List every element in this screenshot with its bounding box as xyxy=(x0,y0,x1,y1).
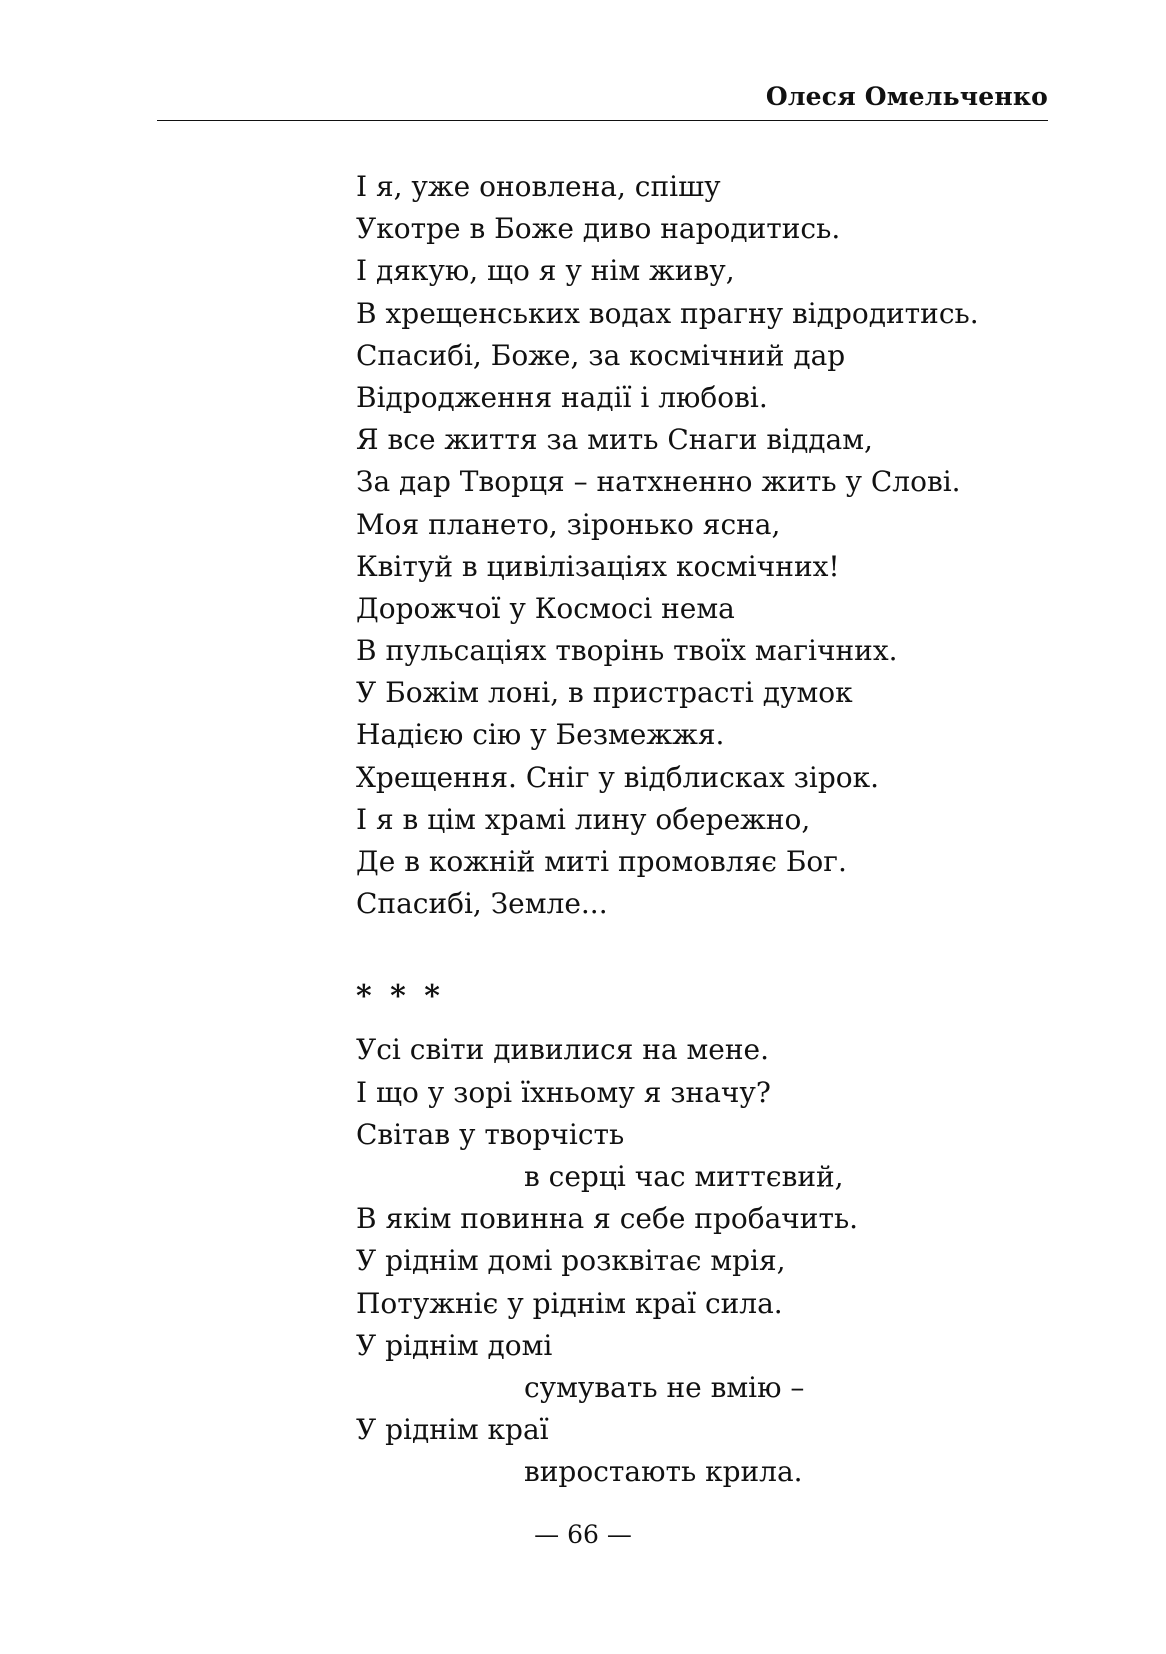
poem-line: У ріднім краї xyxy=(356,1413,549,1447)
poem-line: Дорожчої у Космосі нема xyxy=(356,591,735,625)
poem-line-indented: сумувать не вмію – xyxy=(524,1370,805,1404)
running-head-author: Олеся Омельченко xyxy=(765,82,1048,111)
poem-line: В якім повинна я себе пробачить. xyxy=(356,1202,859,1236)
poem-line: Світав у творчість xyxy=(356,1117,625,1151)
poem-line: Я все життя за мить Снаги віддам, xyxy=(356,423,873,457)
poem-line: Укотре в Боже диво народитись. xyxy=(356,212,841,246)
poem-line: Хрещення. Сніг у відблисках зірок. xyxy=(356,760,880,794)
poem-line: Відродження надії і любові. xyxy=(356,380,768,414)
poem-line-indented: виростають крила. xyxy=(524,1455,803,1489)
poem-line: За дар Творця – натхненно жить у Слові. xyxy=(356,465,961,499)
stanza-spacer xyxy=(356,925,1056,965)
poem-line: У Божім лоні, в пристрасті думок xyxy=(356,676,853,710)
section-separator-stars: * * * xyxy=(356,979,444,1015)
poem-line: І що у зорі їхньому я значу? xyxy=(356,1075,771,1109)
poem-line: Потужніє у ріднім краї сила. xyxy=(356,1286,783,1320)
poem-line: Надією сію у Безмежжя. xyxy=(356,718,725,752)
poem-line: І дякую, що я у нім живу, xyxy=(356,254,735,288)
page-number: — 66 — xyxy=(534,1520,632,1549)
poem-line: Усі світи дивилися на мене. xyxy=(356,1033,769,1067)
poem-line: І я в цім храмі лину обережно, xyxy=(356,802,811,836)
poem-line: Спасибі, Земле... xyxy=(356,887,608,921)
poem-line-indented: в серці час миттєвий, xyxy=(524,1159,844,1193)
poem-line: Квітуй в цивілізаціях космічних! xyxy=(356,549,840,583)
poem-two xyxy=(356,1029,1056,1493)
poem-line: В хрещенських водах прагну відродитись. xyxy=(356,296,979,330)
poem-line: Моя плането, зіронько ясна, xyxy=(356,507,781,541)
page-body xyxy=(356,166,1056,1493)
poem-line: І я, уже оновлена, спішу xyxy=(356,170,721,203)
poem-line: Де в кожній миті промовляє Бог. xyxy=(356,845,847,878)
poem-line: В пульсаціях творінь твоїх магічних. xyxy=(356,634,898,668)
poem-line: Спасибі, Боже, за космічний дар xyxy=(356,338,846,372)
poem-one xyxy=(356,166,1056,925)
poem-line: У ріднім домі розквітає мрія, xyxy=(356,1244,786,1278)
header-rule xyxy=(157,120,1048,121)
poem-line: У ріднім домі xyxy=(356,1328,553,1362)
